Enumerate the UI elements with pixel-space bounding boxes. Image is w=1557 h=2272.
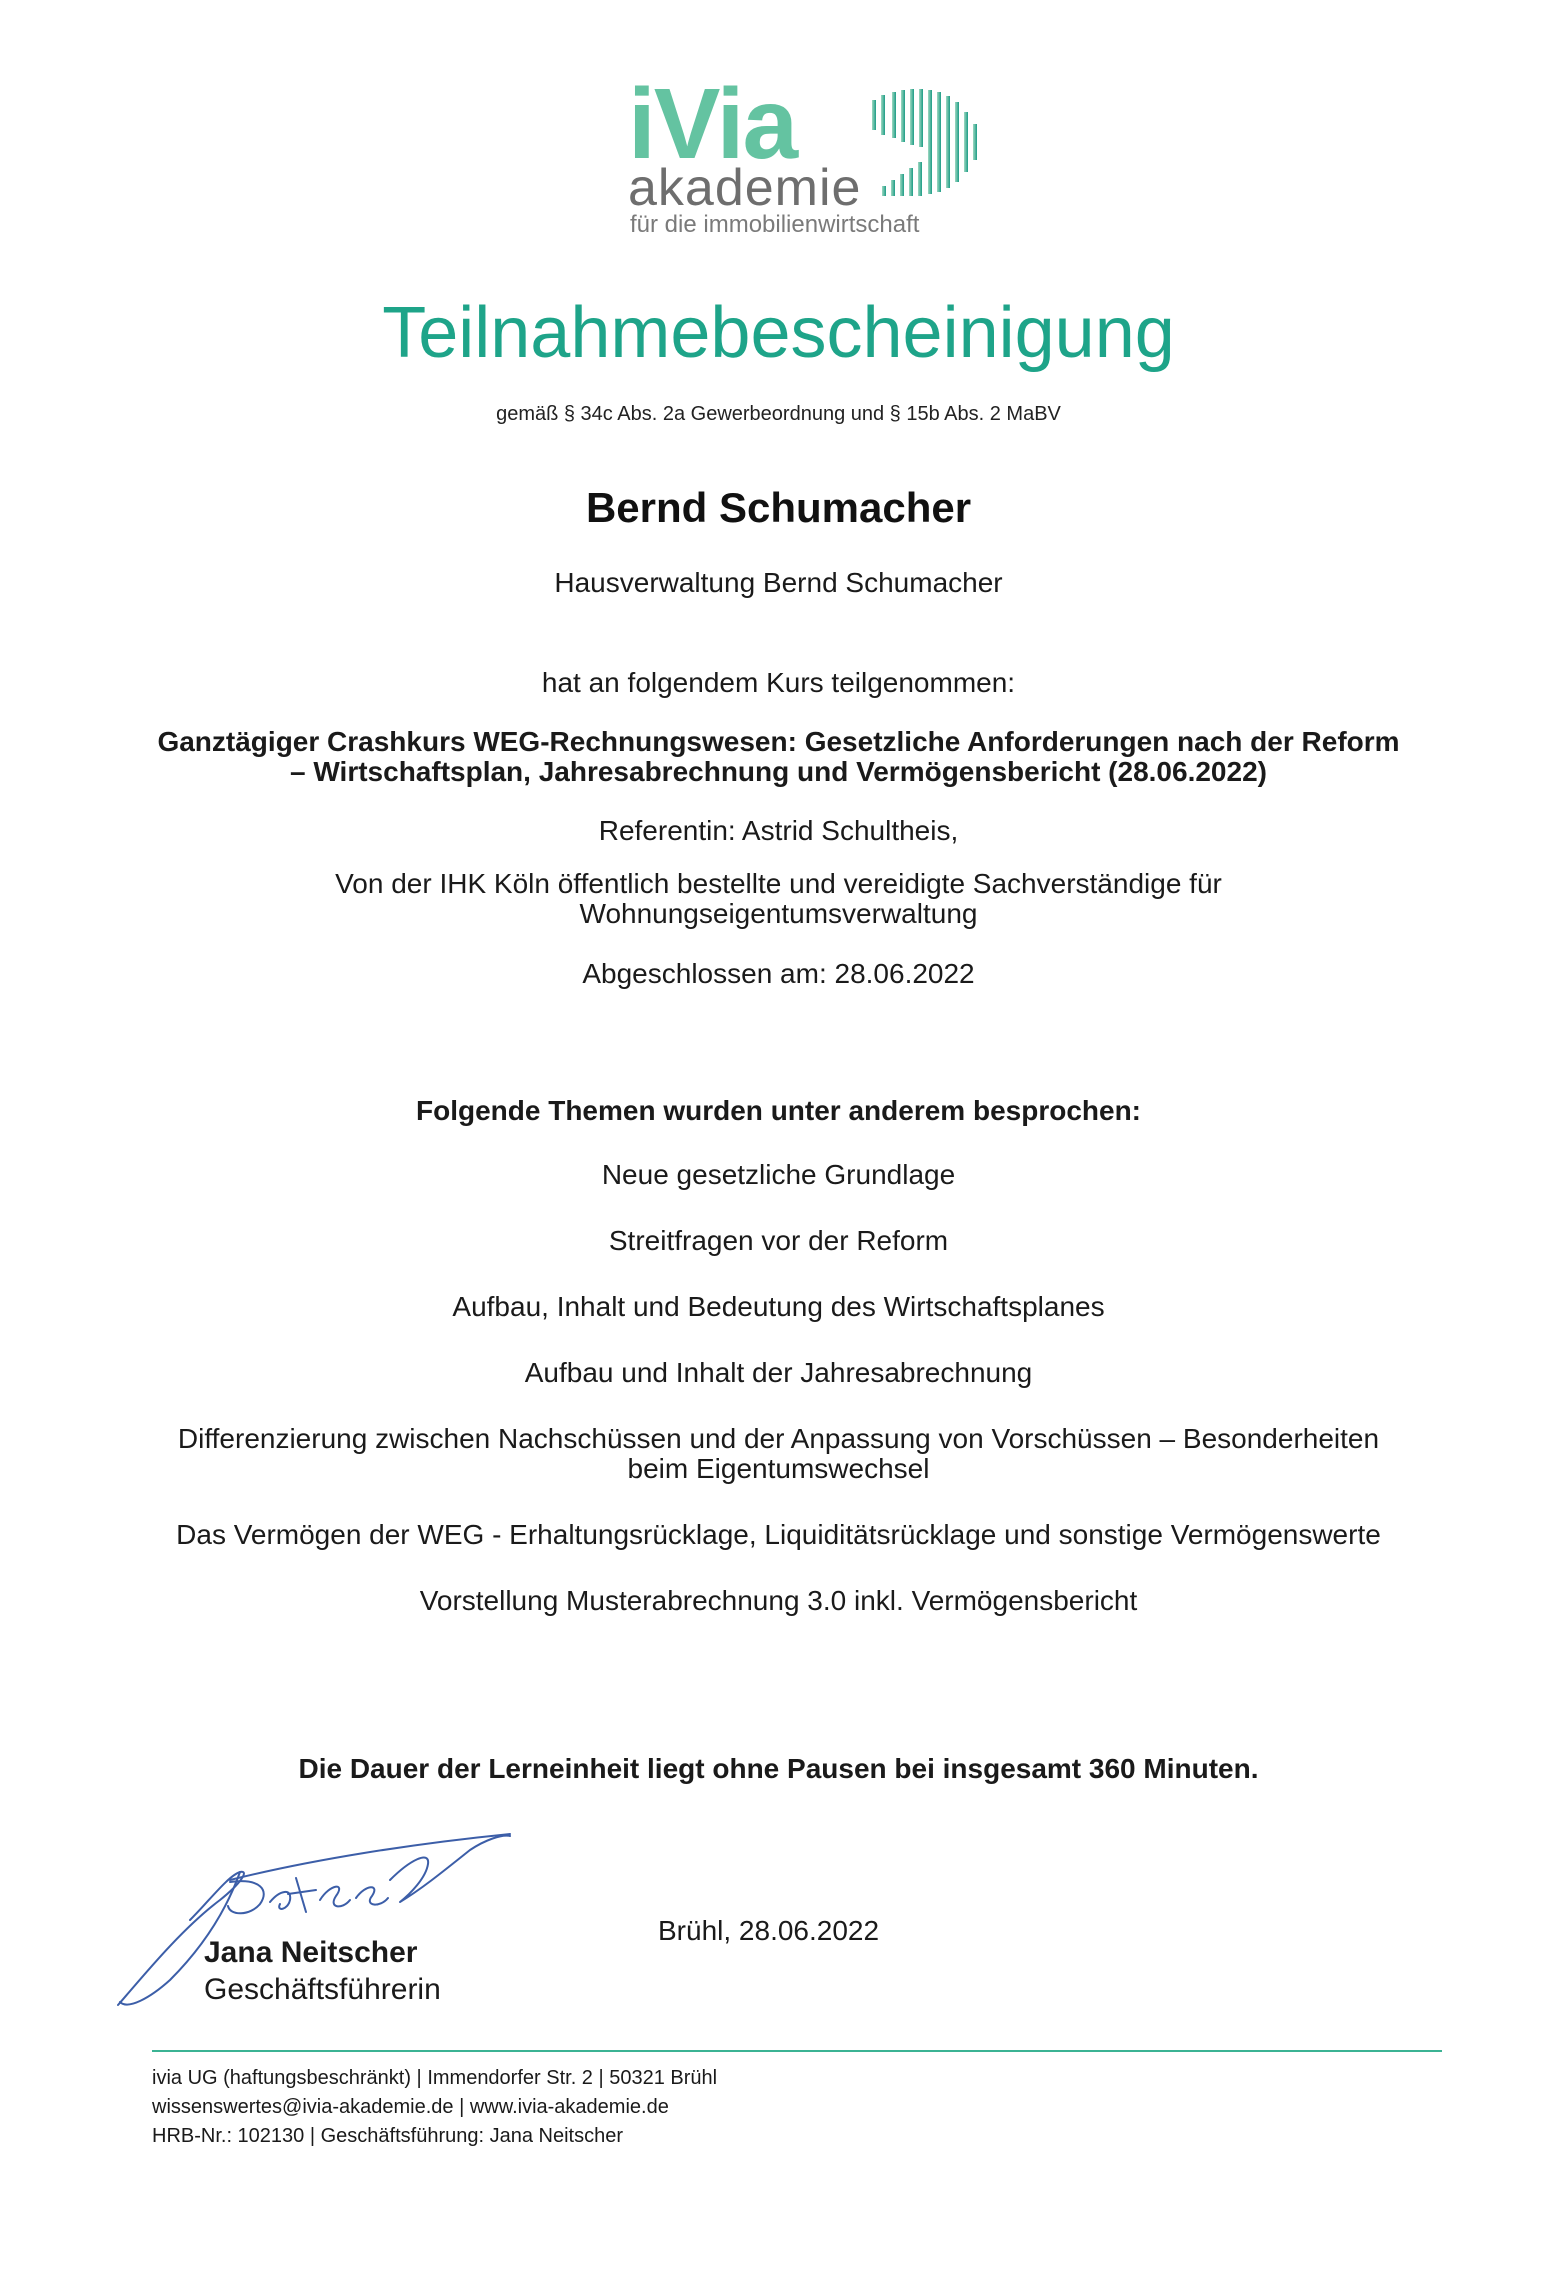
document-title: Teilnahmebescheinigung bbox=[382, 293, 1175, 373]
topic-item bbox=[0, 1292, 1557, 1322]
footer-contact: wissenswertes@ivia-akademie.de | www.ivia-akademie.de bbox=[152, 2096, 669, 2118]
topics-list bbox=[0, 1160, 1557, 1652]
topics-heading: Folgende Themen wurden unter anderem besprochen: bbox=[416, 1095, 1141, 1126]
speaker-role bbox=[0, 869, 1557, 929]
footer bbox=[152, 2064, 717, 2151]
topic-line: Vorstellung Musterabrechnung 3.0 inkl. Vermögensbericht bbox=[419, 1585, 1138, 1616]
logo-akademie-text: akademie bbox=[628, 159, 862, 217]
topic-item bbox=[0, 1226, 1557, 1256]
topic-item bbox=[0, 1520, 1557, 1550]
logo-tagline: für die immobilienwirtschaft bbox=[630, 211, 920, 238]
topic-item bbox=[0, 1586, 1557, 1616]
topic-line: Aufbau, Inhalt und Bedeutung des Wirtschaftsplanes bbox=[452, 1291, 1105, 1322]
topic-item bbox=[0, 1424, 1557, 1484]
footer-address: ivia UG (haftungsbeschränkt) | Immendorfer Str. 2 | 50321 Brühl bbox=[152, 2067, 718, 2089]
topic-item bbox=[0, 1358, 1557, 1388]
topic-line: Neue gesetzliche Grundlage bbox=[601, 1159, 956, 1190]
signer-role: Geschäftsführerin bbox=[204, 1973, 441, 2006]
participant-company: Hausverwaltung Bernd Schumacher bbox=[554, 567, 1003, 598]
participant-name: Bernd Schumacher bbox=[585, 484, 972, 531]
footer-registration: HRB-Nr.: 102130 | Geschäftsführung: Jana Neitscher bbox=[152, 2125, 623, 2147]
ivia-akademie-logo bbox=[620, 68, 1000, 242]
logo-brand-text: iVia bbox=[628, 68, 797, 180]
course-title-line: Ganztägiger Crashkurs WEG-Rechnungswesen: Gesetzliche Anforderungen nach der Reform bbox=[157, 726, 1400, 757]
legal-basis-subtitle: gemäß § 34c Abs. 2a Gewerbeordnung und § 15b Abs. 2 MaBV bbox=[496, 403, 1061, 425]
topic-line: Streitfragen vor der Reform bbox=[608, 1225, 949, 1256]
topic-line: Differenzierung zwischen Nachschüssen und der Anpassung von Vorschüssen – Besonderheiten bbox=[177, 1423, 1380, 1454]
course-title bbox=[0, 727, 1557, 787]
footer-divider bbox=[152, 2050, 1442, 2052]
completion-date: Abgeschlossen am: 28.06.2022 bbox=[582, 958, 975, 989]
topic-item bbox=[0, 1160, 1557, 1190]
speaker-role-line: Wohnungseigentumsverwaltung bbox=[579, 898, 978, 929]
signer-name: Jana Neitscher bbox=[204, 1936, 418, 1969]
speaker-role-line: Von der IHK Köln öffentlich bestellte und vereidigte Sachverständige für bbox=[335, 868, 1222, 899]
topic-line: Das Vermögen der WEG - Erhaltungsrücklage, Liquiditätsrücklage und sonstige Vermögenswerte bbox=[176, 1519, 1381, 1550]
course-duration: Die Dauer der Lerneinheit liegt ohne Pausen bei insgesamt 360 Minuten. bbox=[298, 1753, 1259, 1784]
speaker: Referentin: Astrid Schultheis, bbox=[598, 815, 959, 846]
topic-line: Aufbau und Inhalt der Jahresabrechnung bbox=[524, 1357, 1033, 1388]
intro-text: hat an folgendem Kurs teilgenommen: bbox=[541, 667, 1016, 698]
course-title-line: – Wirtschaftsplan, Jahresabrechnung und Vermögensbericht (28.06.2022) bbox=[290, 756, 1267, 787]
place-and-date: Brühl, 28.06.2022 bbox=[658, 1915, 880, 1946]
logo-stripes-icon bbox=[852, 86, 982, 216]
topic-line: beim Eigentumswechsel bbox=[627, 1453, 930, 1484]
